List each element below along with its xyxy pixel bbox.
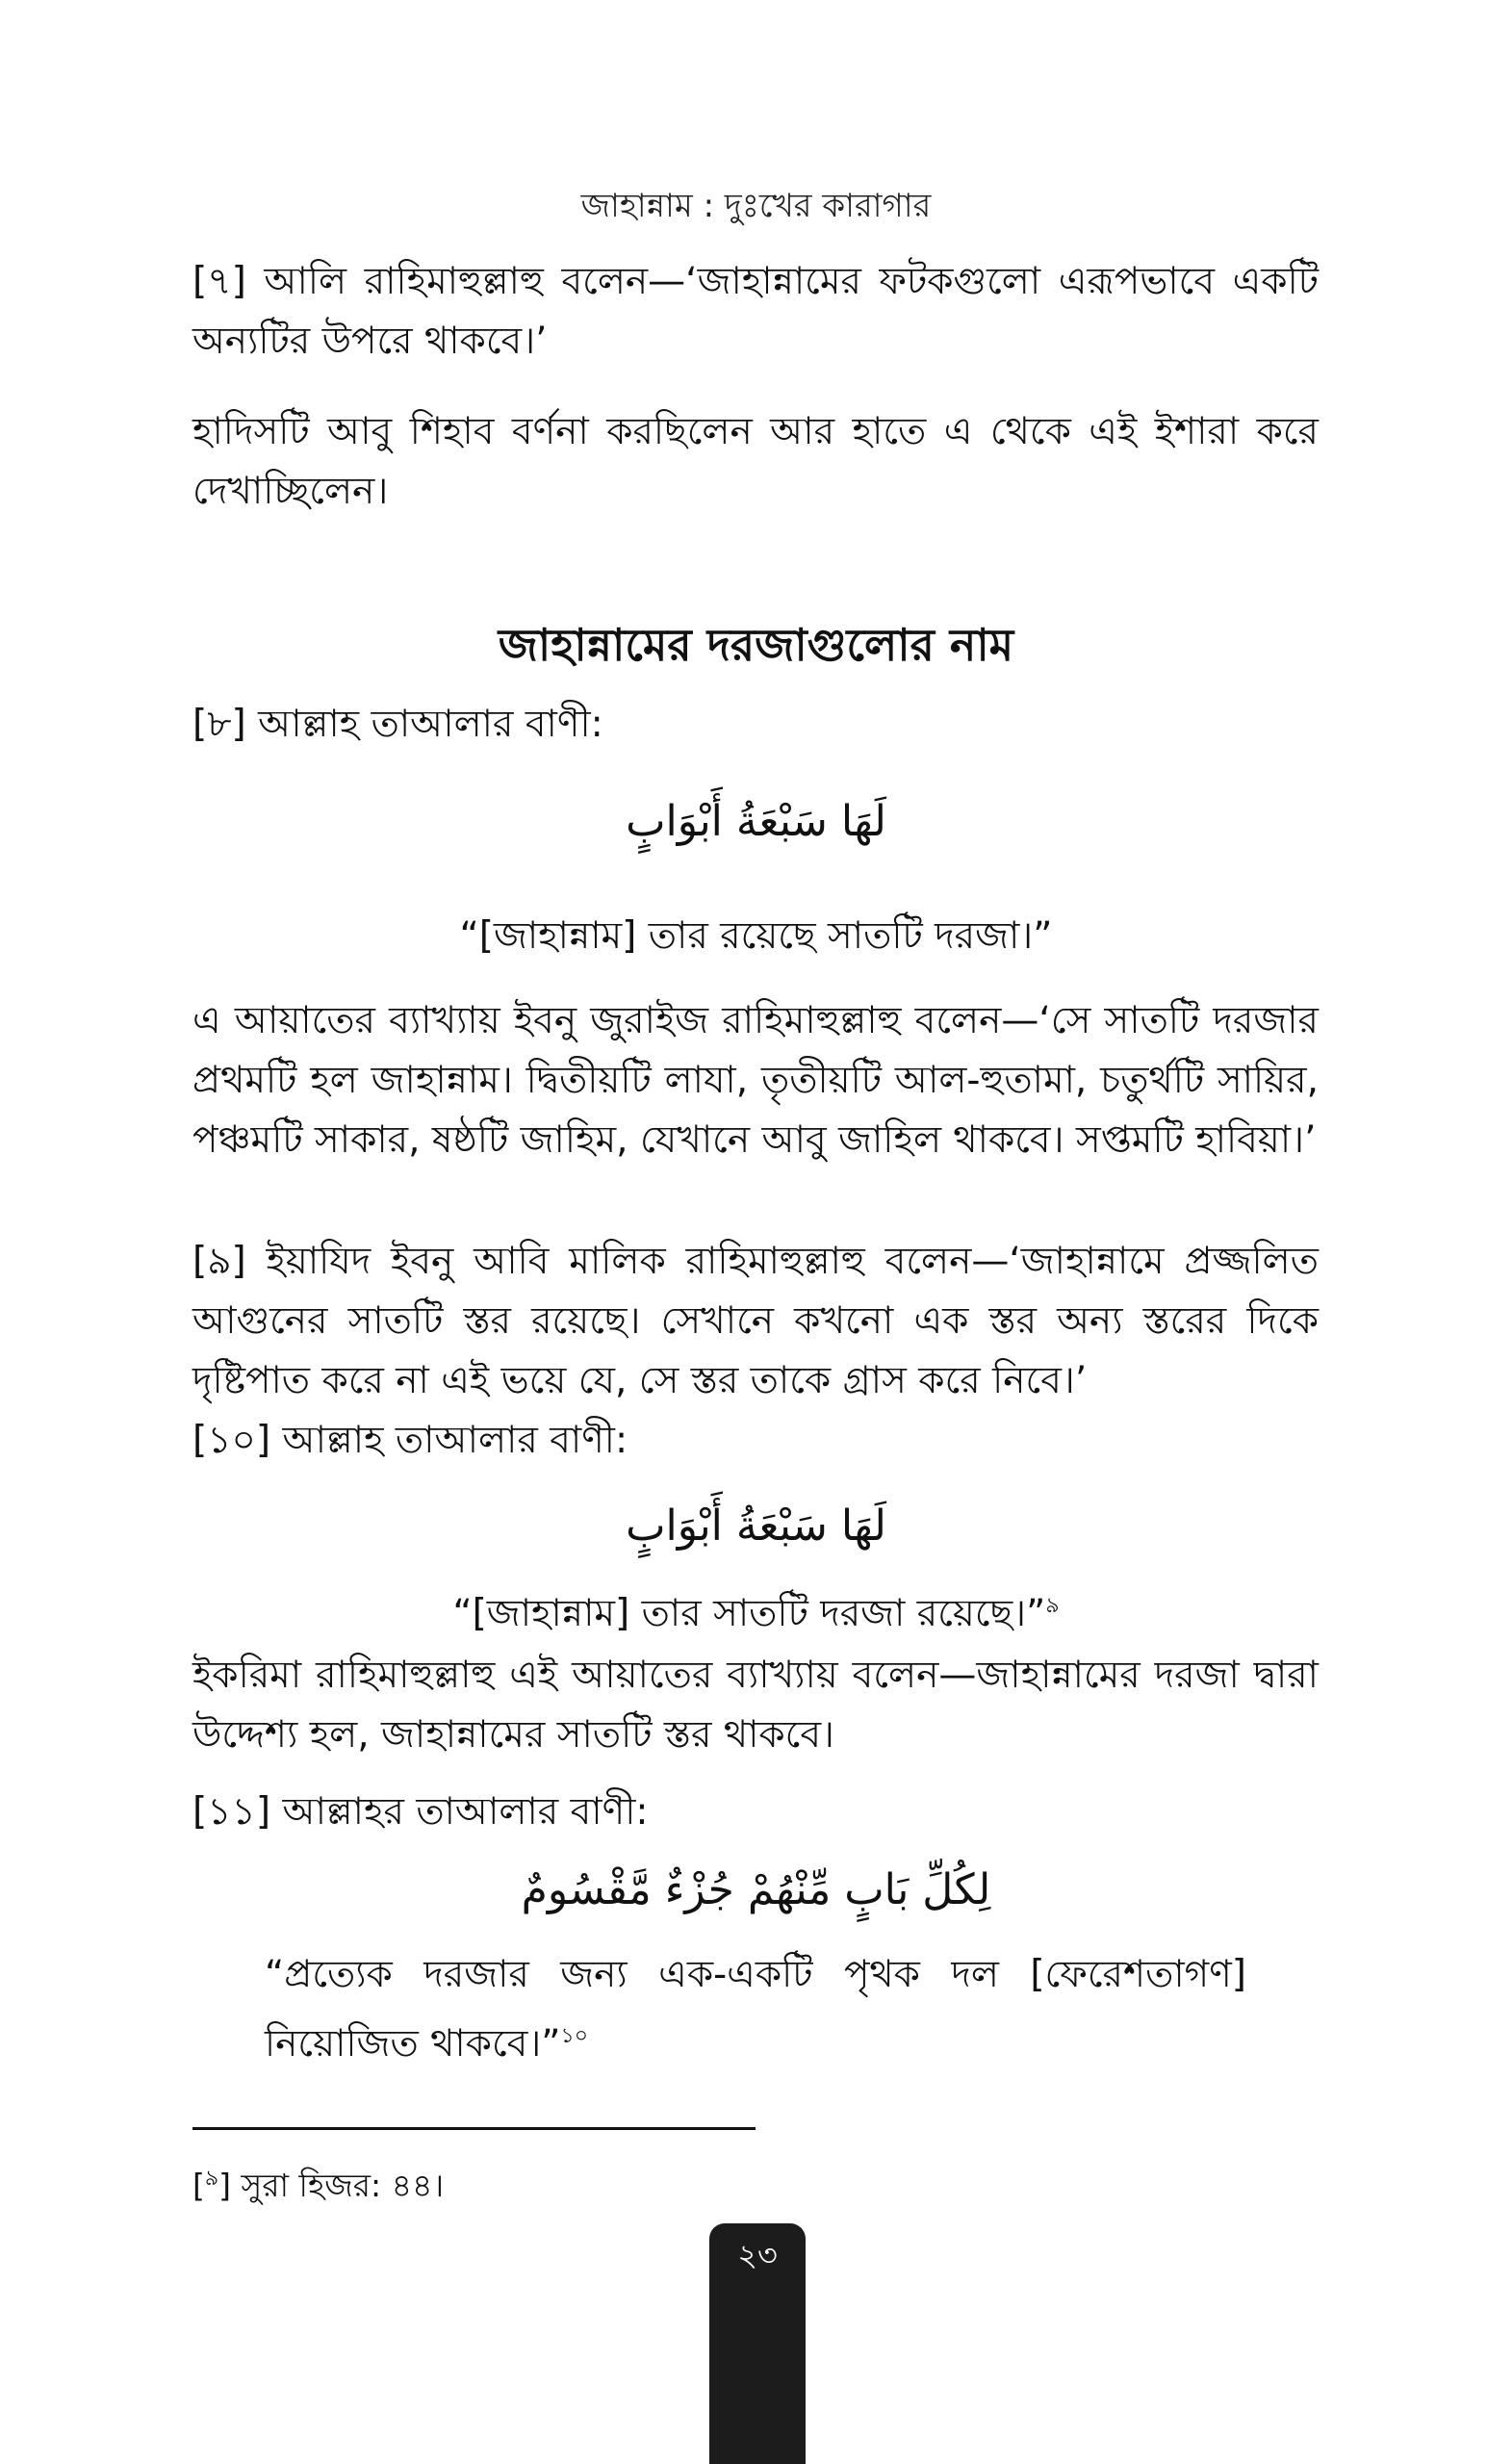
verse-translation-1: “[জাহান্নাম] তার রয়েছে সাতটি দরজা।” [459,914,1053,958]
running-head: জাহান্নাম : দুঃখের কারাগার [580,187,932,225]
paragraph-8-commentary: এ আয়াতের ব্যাখ্যায় ইবনু জুরাইজ রাহিমাহুল্লাহু বলেন—‘সে সাতটি দরজার প্রথমটি হল জাহান্নাম। দ্বিতীয়টি লাযা, তৃতীয়টি আল-হুতামা, চতুর্থটি সায়ির, পঞ্চমটি সাকার, ষষ্ঠটি জাহিম, যেখানে আবু জাহিল থাকবে। সপ্তমটি হাবিয়া।’ [192,999,1319,1162]
paragraph-9: [৯] ইয়াযিদ ইবনু আবি মালিক রাহিমাহুল্লাহু বলেন—‘জাহান্নামে প্রজ্জলিত আগুনের সাতটি স্তর রয়েছে। সেখানে কখনো এক স্তর অন্য স্তরের দিকে দৃষ্টিপাত করে না এই ভয়ে যে, সে স্তর তাকে গ্রাস করে নিবে।’ [192,1240,1319,1402]
footnote-open-bracket: [ [192,2167,205,2204]
arabic-verse-2: لَهَا سَبْعَةُ أَبْوَابٍ [626,1502,886,1551]
paragraph-11-intro: [১১] আল্লাহর তাআলার বাণী: [192,1790,649,1834]
paragraph-7: [৭] আলি রাহিমাহুল্লাহু বলেন—‘জাহান্নামের ফটকগুলো এরূপভাবে একটি অন্যটির উপরে থাকবে।’ [192,260,1319,363]
footnote-ref-10: ১০ [560,2024,589,2048]
verse-translation-2-text: “[জাহান্নাম] তার সাতটি দরজা রয়েছে।” [452,1592,1046,1635]
verse-translation-2 [0,1584,1512,1647]
verse-translation-3-text: “প্রত্যেক দরজার জন্য এক-একটি পৃথক দল [ফেরেশতাগণ] নিয়োজিত থাকবে।” [265,1953,1246,2066]
footnote-divider [192,2127,756,2130]
footnote-ref-9: ৯ [1045,1594,1060,1618]
paragraph-8-intro: [৮] আল্লাহ তাআলার বাণী: [192,703,603,746]
arabic-verse-3: لِكُلِّ بَابٍ مِّنْهُمْ جُزْءٌ مَّقْسُومٌ [521,1865,991,1914]
paragraph-10-intro: [১০] আল্লাহ তাআলার বাণী: [192,1419,628,1462]
paragraph-7-note: হাদিসটি আবু শিহাব বর্ণনা করছিলেন আর হাতে এ থেকে এই ইশারা করে দেখাচ্ছিলেন। [192,410,1319,513]
verse-translation-3 [265,1944,1246,2075]
section-heading: জাহান্নামের দরজাগুলোর নাম [498,619,1014,671]
arabic-verse-1: لَهَا سَبْعَةُ أَبْوَابٍ [626,797,886,846]
footnote-marker: ৯ [204,2167,219,2191]
paragraph-10-commentary: ইকরিমা রাহিমাহুল্লাহু এই আয়াতের ব্যাখ্যায় বলেন—জাহান্নামের দরজা দ্বারা উদ্দেশ্য হল, জাহান্নামের সাতটি স্তর থাকবে। [192,1654,1319,1757]
page-number: ২৩ [737,2237,778,2273]
footnote-9 [192,2161,444,2215]
footnote-text: ] সুরা হিজর: ৪৪। [218,2167,445,2204]
